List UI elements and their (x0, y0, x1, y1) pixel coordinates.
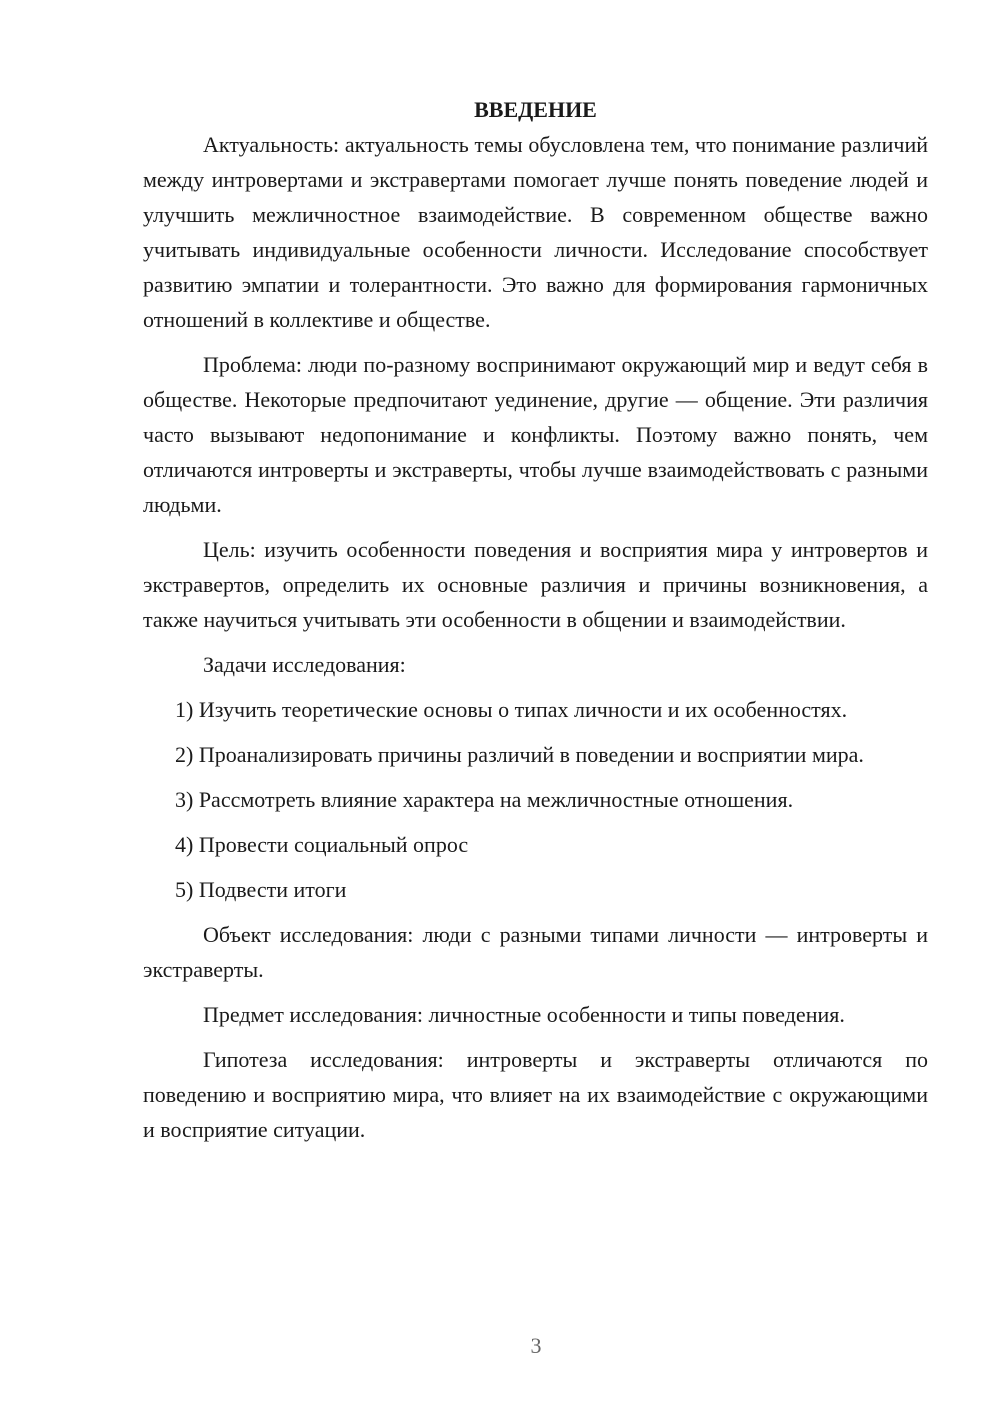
paragraph-subject: Предмет исследования: личностные особенности и типы поведения. (203, 1002, 845, 1027)
task-item-5: 5) Подвести итоги (175, 877, 347, 902)
task-item-3: 3) Рассмотреть влияние характера на межличностные отношения. (175, 787, 794, 812)
paragraph-goal: Цель: изучить особенности поведения и восприятия мира у интровертов и экстравертов, определить их основные различия и причины возникновения, а также научиться учитывать эти особенности в общении и взаимодействии. (143, 537, 928, 632)
page-number: 3 (530, 1333, 542, 1358)
section-title: ВВЕДЕНИЕ (474, 97, 597, 122)
paragraph-object: Объект исследования: люди с разными типами личности — интроверты и экстраверты. (143, 922, 928, 982)
task-item-1: 1) Изучить теоретические основы о типах личности и их особенностях. (175, 697, 848, 722)
paragraph-hypothesis: Гипотеза исследования: интроверты и экстраверты отличаются по поведению и восприятию мира, что влияет на их взаимодействие с окружающими и восприятие ситуации. (143, 1047, 928, 1142)
paragraph-problem: Проблема: люди по-разному воспринимают окружающий мир и ведут себя в обществе. Некоторые предпочитают уединение, другие — общение. Эти различия часто вызывают недопонимание и конфликты. Поэтому важно понять, чем отличаются интроверты и экстраверты, чтобы лучше взаимодействовать с разными людьми. (143, 352, 928, 517)
paragraph-tasks-heading: Задачи исследования: (203, 652, 406, 677)
paragraph-relevance: Актуальность: актуальность темы обусловлена тем, что понимание различий между интровертами и экстравертами помогает лучше понять поведение людей и улучшить межличностное взаимодействие. В современном обществе важно учитывать индивидуальные особенности личности. Исследование способствует развитию эмпатии и толерантности. Это важно для формирования гармоничных отношений в коллективе и обществе. (143, 132, 928, 332)
task-item-4: 4) Провести социальный опрос (175, 832, 469, 857)
document-page (143, 92, 928, 1157)
task-item-2: 2) Проанализировать причины различий в поведении и восприятии мира. (175, 742, 864, 767)
